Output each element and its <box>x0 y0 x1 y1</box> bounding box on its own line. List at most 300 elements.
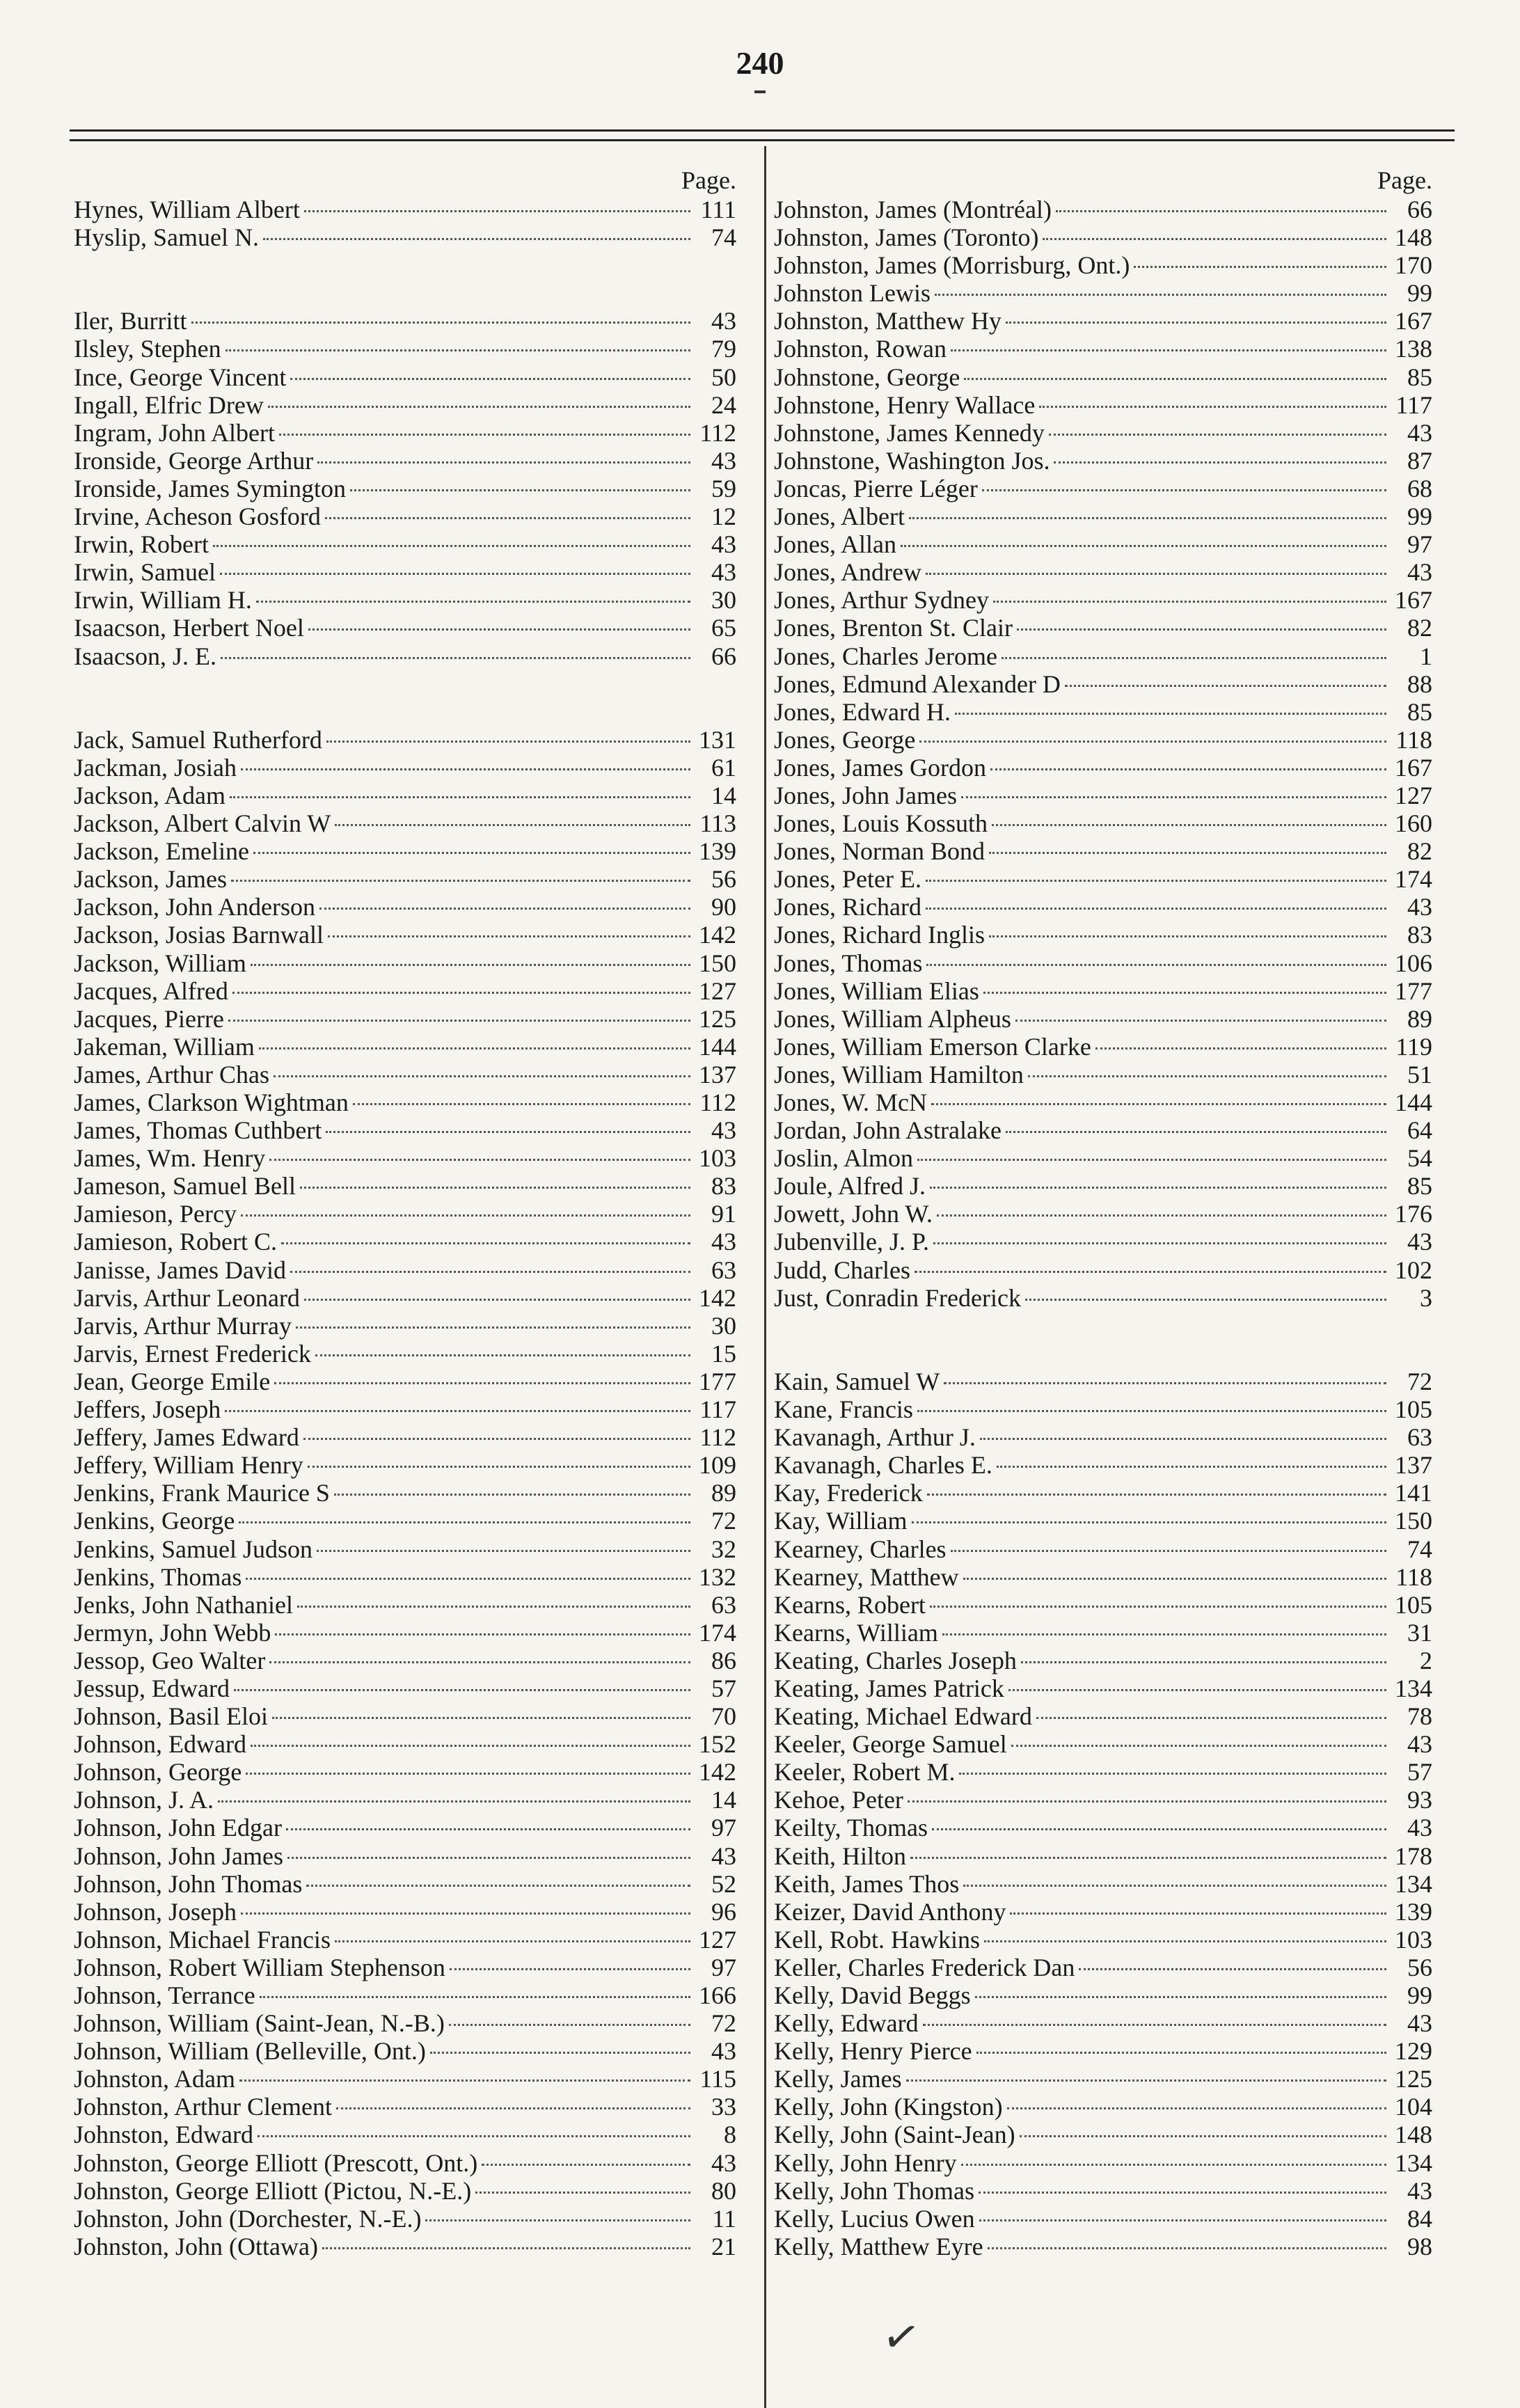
page-number-dash <box>754 90 766 93</box>
index-entry <box>774 1785 1432 1813</box>
index-entry <box>774 1032 1432 1060</box>
entry-page: 89 <box>711 1479 736 1507</box>
entry-page: 43 <box>1407 1228 1432 1256</box>
index-entry <box>774 2176 1432 2204</box>
index-entry <box>774 502 1432 530</box>
index-entry <box>74 1116 736 1143</box>
entry-page: 86 <box>711 1646 736 1674</box>
dot-leader <box>930 1606 1386 1608</box>
dot-leader <box>228 1020 690 1022</box>
entry-page: 61 <box>711 753 736 782</box>
entry-page: 56 <box>711 865 736 894</box>
entry-name: Jarvis, Arthur Leonard <box>74 1283 300 1312</box>
entry-name: Janisse, James David <box>74 1256 286 1284</box>
entry-name: Jones, John James <box>774 781 957 809</box>
index-entry <box>774 1143 1432 1171</box>
entry-name: Ilsley, Stephen <box>74 335 221 363</box>
dot-leader <box>927 1494 1386 1496</box>
entry-name: Jamieson, Robert C. <box>74 1228 277 1256</box>
index-entry <box>74 1395 736 1423</box>
entry-name: Jones, William Emerson Clarke <box>774 1032 1091 1061</box>
entry-page: 118 <box>1395 1562 1432 1591</box>
entry-page: 43 <box>1407 1814 1432 1842</box>
section-gap <box>774 1311 1432 1367</box>
dot-leader <box>213 545 690 547</box>
index-entry <box>774 670 1432 697</box>
entry-page: 63 <box>711 1256 736 1284</box>
entry-name: Jacques, Alfred <box>74 976 228 1005</box>
index-entry <box>74 949 736 976</box>
index-entry <box>774 2232 1432 2260</box>
entry-page: 65 <box>711 614 736 642</box>
entry-page: 85 <box>1407 363 1432 391</box>
dot-leader <box>963 1885 1386 1887</box>
entry-name: Jones, James Gordon <box>774 753 986 782</box>
index-entry <box>774 390 1432 418</box>
entry-page: 88 <box>1407 670 1432 698</box>
index-entry <box>74 446 736 474</box>
entry-name: Hyslip, Samuel N. <box>74 223 259 252</box>
dot-leader <box>917 1159 1386 1161</box>
entry-page: 119 <box>1395 1032 1432 1061</box>
entry-name: Kell, Robt. Hawkins <box>774 1925 980 1954</box>
entry-page: 152 <box>699 1730 736 1759</box>
index-entry <box>74 781 736 809</box>
dot-leader <box>1134 266 1386 268</box>
entry-page: 134 <box>1395 1674 1432 1702</box>
index-entry <box>774 697 1432 725</box>
dot-leader <box>1015 1020 1386 1022</box>
index-entry <box>74 1060 736 1088</box>
entry-page: 97 <box>711 1814 736 1842</box>
entry-page: 142 <box>699 1283 736 1312</box>
entry-name: Ingall, Elfric Drew <box>74 390 264 419</box>
entry-name: Jones, Brenton St. Clair <box>774 614 1013 642</box>
entry-page: 63 <box>711 1590 736 1619</box>
entry-name: Kay, William <box>774 1507 908 1535</box>
dot-leader <box>933 1242 1386 1244</box>
entry-page: 105 <box>1395 1590 1432 1619</box>
dot-leader <box>268 406 690 408</box>
entry-page: 148 <box>1395 223 1432 252</box>
entry-page: 83 <box>1407 921 1432 949</box>
index-entry <box>74 334 736 362</box>
index-entry <box>74 1227 736 1255</box>
entry-page: 138 <box>1395 335 1432 363</box>
dot-leader <box>449 2024 690 2026</box>
entry-name: Johnston, James (Montréal) <box>774 196 1052 223</box>
dot-leader <box>1007 2107 1386 2109</box>
dot-leader <box>259 1047 690 1049</box>
index-entry <box>74 864 736 892</box>
index-entry <box>74 809 736 837</box>
index-entry <box>74 1785 736 1813</box>
index-entry <box>774 1283 1432 1311</box>
entry-name: Jackson, Emeline <box>74 837 249 866</box>
entry-page: 127 <box>699 976 736 1005</box>
dot-leader <box>979 2219 1386 2221</box>
dot-leader <box>350 489 690 491</box>
entry-page: 74 <box>1407 1535 1432 1563</box>
index-entry <box>774 1841 1432 1869</box>
entry-name: Jones, Richard <box>774 893 921 921</box>
index-entry <box>774 1953 1432 1981</box>
entry-page: 30 <box>711 1311 736 1340</box>
entry-page: 97 <box>711 1953 736 1981</box>
dot-leader <box>951 349 1386 351</box>
entry-name: Jones, W. McN <box>774 1088 928 1116</box>
index-entry <box>774 1562 1432 1590</box>
entry-name: Jackson, John Anderson <box>74 893 315 921</box>
entry-page: 132 <box>699 1562 736 1591</box>
entry-name: Hynes, William Albert <box>74 196 300 223</box>
dot-leader <box>241 1912 690 1915</box>
entry-page: 56 <box>1407 1953 1432 1981</box>
entry-page: 104 <box>1395 2093 1432 2121</box>
entry-name: Isaacson, Herbert Noel <box>74 614 304 642</box>
entry-page: 150 <box>1395 1507 1432 1535</box>
index-entry <box>74 474 736 502</box>
dot-leader <box>281 1242 690 1244</box>
index-entry <box>774 1060 1432 1088</box>
index-entry <box>74 1897 736 1925</box>
entry-page: 144 <box>699 1032 736 1061</box>
index-entry <box>774 1590 1432 1618</box>
index-entry <box>74 2120 736 2148</box>
dot-leader <box>906 2080 1386 2082</box>
index-entry <box>774 613 1432 641</box>
dot-leader <box>241 768 690 770</box>
index-entry <box>74 2009 736 2036</box>
index-entry <box>74 1729 736 1757</box>
dot-leader <box>482 2164 690 2166</box>
entry-page: 167 <box>1395 586 1432 615</box>
index-entry <box>774 2036 1432 2064</box>
index-entry <box>74 1757 736 1785</box>
entry-name: Jessup, Edward <box>74 1674 230 1702</box>
entry-page: 87 <box>1407 446 1432 475</box>
entry-name: Jackson, Albert Calvin W <box>74 809 331 838</box>
entry-name: Kelly, David Beggs <box>774 1981 971 2009</box>
index-entry <box>74 1450 736 1478</box>
index-entry <box>774 864 1432 892</box>
entry-page: 54 <box>1407 1144 1432 1173</box>
index-entry <box>74 530 736 557</box>
dot-leader <box>990 768 1386 770</box>
entry-page: 72 <box>711 2009 736 2038</box>
entry-name: Keller, Charles Frederick Dan <box>774 1953 1075 1981</box>
dot-leader <box>251 1745 690 1747</box>
entry-page: 32 <box>711 1535 736 1563</box>
entry-name: Johnston, James (Toronto) <box>774 223 1039 252</box>
entry-page: 52 <box>711 1869 736 1898</box>
dot-leader <box>1006 1131 1386 1133</box>
dot-leader <box>919 740 1386 743</box>
entry-page: 8 <box>724 2121 736 2149</box>
entry-page: 82 <box>1407 837 1432 866</box>
entry-name: Kelly, Edward <box>774 2009 919 2038</box>
entry-name: Jones, William Hamilton <box>774 1060 1024 1088</box>
entry-page: 43 <box>1407 558 1432 587</box>
dot-leader <box>308 628 690 631</box>
dot-leader <box>975 1996 1386 1998</box>
dot-leader <box>239 2080 690 2082</box>
index-entry <box>774 642 1432 670</box>
entry-name: Jones, William Elias <box>774 976 979 1005</box>
entry-page: 85 <box>1407 697 1432 726</box>
index-entry <box>774 892 1432 920</box>
entry-page: 142 <box>699 1758 736 1787</box>
entry-page: 33 <box>711 2093 736 2121</box>
index-entry <box>774 1395 1432 1423</box>
dot-leader <box>334 1494 690 1496</box>
entry-page: 176 <box>1395 1200 1432 1228</box>
index-entry <box>774 278 1432 306</box>
entry-page: 31 <box>1407 1618 1432 1647</box>
index-entry <box>774 530 1432 557</box>
entry-name: Jenkins, Frank Maurice S <box>74 1479 330 1507</box>
dot-leader <box>290 1271 690 1273</box>
index-entry <box>774 223 1432 251</box>
entry-name: Kelly, Henry Pierce <box>774 2037 972 2066</box>
entry-name: Jones, Richard Inglis <box>774 921 985 949</box>
dot-leader <box>955 713 1386 715</box>
entry-page: 99 <box>1407 279 1432 308</box>
entry-page: 43 <box>1407 2009 1432 2038</box>
entry-name: Johnstone, George <box>774 363 960 391</box>
entry-name: Joncas, Pierre Léger <box>774 474 978 502</box>
entry-name: Jamieson, Percy <box>74 1200 237 1228</box>
dot-leader <box>191 322 690 324</box>
index-entry <box>774 1981 1432 2009</box>
index-entry <box>774 557 1432 585</box>
entry-page: 106 <box>1395 949 1432 977</box>
entry-page: 109 <box>699 1451 736 1480</box>
index-entry <box>774 2120 1432 2148</box>
entry-name: Johnston, George Elliott (Prescott, Ont.) <box>74 2148 478 2177</box>
dot-leader <box>1028 1075 1386 1077</box>
entry-name: Jackson, Adam <box>74 781 225 809</box>
entry-name: Johnstone, Washington Jos. <box>774 446 1050 475</box>
dot-leader <box>935 294 1386 296</box>
index-entry <box>74 2092 736 2120</box>
entry-name: Keith, Hilton <box>774 1841 906 1870</box>
dot-leader <box>225 349 690 351</box>
page-header-label: Page. <box>1377 166 1432 194</box>
dot-leader <box>1021 1661 1386 1663</box>
entry-name: Jackson, Josias Barnwall <box>74 921 324 949</box>
page-header-label: Page. <box>681 166 736 194</box>
entry-name: Johnston, Matthew Hy <box>774 307 1002 335</box>
entry-page: 89 <box>1407 1004 1432 1033</box>
dot-leader <box>963 1578 1386 1580</box>
index-entry <box>774 418 1432 446</box>
index-entry <box>74 195 736 223</box>
entry-page: 166 <box>699 1981 736 2009</box>
index-entry <box>774 2204 1432 2232</box>
index-entry <box>774 585 1432 613</box>
entry-name: Johnstone, James Kennedy <box>774 418 1045 447</box>
entry-name: Johnson, William (Belleville, Ont.) <box>74 2037 426 2066</box>
entry-page: 103 <box>1395 1925 1432 1954</box>
index-entry <box>74 613 736 641</box>
dot-leader <box>959 1773 1386 1775</box>
header-rule-top <box>70 129 1455 132</box>
dot-leader <box>450 1968 690 1970</box>
entry-page: 1 <box>1420 642 1432 670</box>
dot-leader <box>901 545 1386 547</box>
entry-name: Jarvis, Ernest Frederick <box>74 1339 311 1368</box>
entry-page: 12 <box>711 502 736 531</box>
index-entry <box>74 2232 736 2260</box>
index-entry <box>74 1562 736 1590</box>
entry-page: 177 <box>699 1367 736 1395</box>
entry-name: Kelly, Matthew Eyre <box>774 2232 983 2260</box>
index-entry <box>74 1841 736 1869</box>
entry-name: Johnson, John Edgar <box>74 1814 282 1842</box>
index-entry <box>774 1506 1432 1534</box>
section-gap <box>74 251 736 306</box>
entry-page: 70 <box>711 1702 736 1731</box>
dot-leader <box>1039 406 1386 408</box>
entry-page: 150 <box>699 949 736 977</box>
dot-leader <box>315 1354 690 1356</box>
dot-leader <box>1049 434 1386 436</box>
entry-name: Joule, Alfred J. <box>774 1172 926 1201</box>
dot-leader <box>303 1438 690 1440</box>
dot-leader <box>1008 1689 1386 1691</box>
entry-page: 102 <box>1395 1256 1432 1284</box>
dot-leader <box>1056 210 1386 212</box>
dot-leader <box>326 740 690 743</box>
entry-page: 66 <box>1407 196 1432 223</box>
index-entry <box>774 2064 1432 2092</box>
entry-page: 127 <box>1395 781 1432 809</box>
entry-name: Jack, Samuel Rutherford <box>74 725 322 754</box>
entry-page: 105 <box>1395 1395 1432 1424</box>
index-entry <box>774 781 1432 809</box>
index-entry <box>74 2148 736 2176</box>
dot-leader <box>319 908 690 910</box>
entry-page: 82 <box>1407 614 1432 642</box>
dot-leader <box>1025 1299 1386 1301</box>
dot-leader <box>984 1940 1386 1942</box>
entry-name: Jones, Allan <box>774 530 896 559</box>
index-entry <box>74 585 736 613</box>
index-entry <box>74 1869 736 1897</box>
entry-page: 131 <box>699 725 736 754</box>
entry-page: 14 <box>711 781 736 809</box>
dot-leader <box>258 2135 690 2137</box>
index-entry <box>74 502 736 530</box>
entry-name: Johnson, Basil Eloi <box>74 1702 269 1731</box>
entry-name: Jowett, John W. <box>774 1200 933 1228</box>
entry-name: Irvine, Acheson Gosford <box>74 502 321 531</box>
entry-name: Keeler, George Samuel <box>774 1730 1007 1759</box>
dot-leader <box>322 2247 690 2249</box>
entry-name: Jessop, Geo Walter <box>74 1646 266 1674</box>
entry-name: Johnson, Edward <box>74 1730 246 1759</box>
entry-page: 43 <box>711 558 736 587</box>
index-entry <box>74 642 736 670</box>
dot-leader <box>300 1187 690 1189</box>
entry-name: Kavanagh, Arthur J. <box>774 1423 976 1452</box>
index-entry <box>74 1590 736 1618</box>
index-entry <box>74 2176 736 2204</box>
index-entry <box>74 1339 736 1367</box>
entry-page: 134 <box>1395 1869 1432 1898</box>
index-entry <box>74 390 736 418</box>
dot-leader <box>1036 1717 1386 1719</box>
dot-leader <box>251 964 690 966</box>
entry-name: Keith, James Thos <box>774 1869 960 1898</box>
dot-leader <box>231 880 690 882</box>
index-entry <box>774 1757 1432 1785</box>
dot-leader <box>980 1438 1386 1440</box>
entry-page: 90 <box>711 893 736 921</box>
index-entry <box>774 920 1432 948</box>
entry-page: 141 <box>1395 1479 1432 1507</box>
entry-page: 84 <box>1407 2204 1432 2233</box>
index-entry <box>774 949 1432 976</box>
entry-page: 118 <box>1395 725 1432 754</box>
dot-leader <box>239 1521 690 1523</box>
entry-page: 74 <box>711 223 736 252</box>
index-entry <box>774 976 1432 1004</box>
dot-leader <box>275 1633 690 1635</box>
entry-name: Jones, Arthur Sydney <box>774 586 989 615</box>
entry-name: Jenkins, Thomas <box>74 1562 242 1591</box>
entry-name: Kelly, John Thomas <box>774 2176 974 2205</box>
dot-leader <box>992 824 1386 826</box>
dot-leader <box>304 210 690 212</box>
entry-page: 30 <box>711 586 736 615</box>
entry-name: Kearns, Robert <box>774 1590 926 1619</box>
dot-leader <box>274 1382 690 1384</box>
entry-page: 78 <box>1407 1702 1432 1731</box>
entry-name: Jones, William Alpheus <box>774 1004 1011 1033</box>
right-page-header <box>774 159 1432 195</box>
index-entry <box>774 809 1432 837</box>
entry-page: 72 <box>711 1507 736 1535</box>
index-entry <box>774 1729 1432 1757</box>
dot-leader <box>942 1633 1386 1635</box>
entry-page: 137 <box>699 1060 736 1088</box>
entry-name: Jones, Thomas <box>774 949 923 977</box>
dot-leader <box>1054 461 1386 464</box>
entry-name: Johnston, John (Ottawa) <box>74 2232 318 2260</box>
index-entry <box>74 892 736 920</box>
entry-page: 43 <box>711 530 736 559</box>
dot-leader <box>1095 1047 1386 1049</box>
entry-name: Irwin, Robert <box>74 530 209 559</box>
index-entry <box>74 1925 736 1953</box>
column-divider <box>764 146 766 2408</box>
entry-page: 127 <box>699 1925 736 1954</box>
index-entry <box>74 1618 736 1646</box>
entry-name: Iler, Burritt <box>74 307 187 335</box>
entry-page: 167 <box>1395 753 1432 782</box>
dot-leader <box>306 1885 690 1887</box>
entry-name: Jackman, Josiah <box>74 753 237 782</box>
index-entry <box>74 976 736 1004</box>
dot-leader <box>1011 1745 1386 1747</box>
dot-leader <box>269 1661 690 1663</box>
entry-page: 117 <box>699 1395 736 1424</box>
index-entry <box>74 1283 736 1311</box>
entry-name: Johnstone, Henry Wallace <box>774 390 1036 419</box>
dot-leader <box>286 1828 690 1830</box>
